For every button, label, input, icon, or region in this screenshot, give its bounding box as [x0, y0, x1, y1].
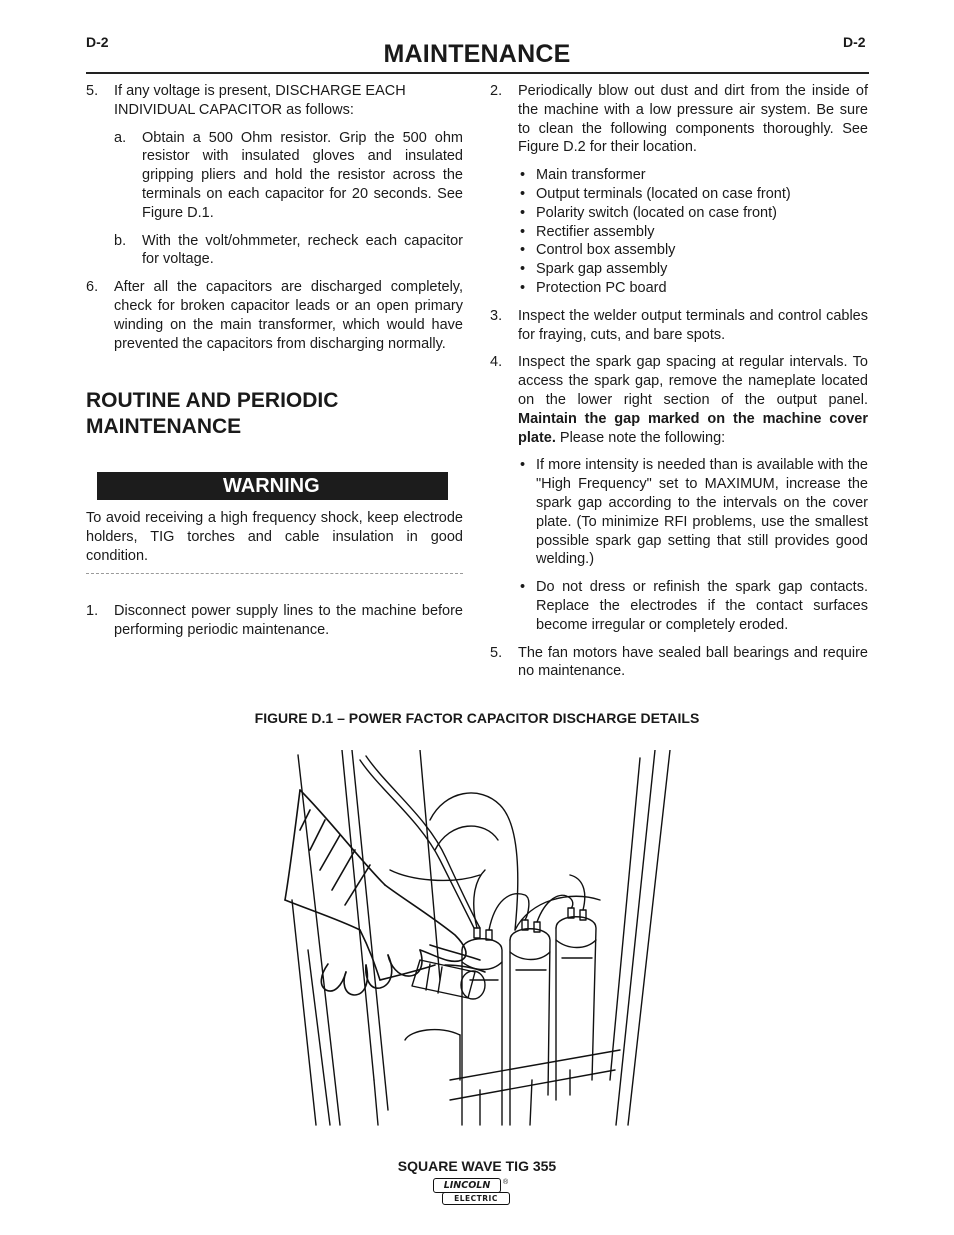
bullet: • [520, 261, 526, 278]
step-number: 5. [86, 83, 99, 99]
list-item [490, 456, 868, 569]
step-text [518, 353, 868, 447]
list-item [490, 260, 868, 279]
product-name: SQUARE WAVE TIG 355 [397, 1158, 557, 1174]
step-text: Disconnect power supply lines to the machine before performing periodic maintenance. [114, 602, 463, 638]
substep-b [86, 232, 463, 270]
list-item-text: Spark gap assembly [536, 261, 668, 278]
step-3-inspect-terminals [490, 307, 868, 345]
step-number: 3. [490, 307, 503, 324]
step-2-blow-out-dust [490, 82, 868, 157]
step-number: 2. [490, 83, 503, 99]
lincoln-electric-logo [433, 1178, 511, 1206]
step-5-fan-motors [490, 644, 868, 682]
substep-letter: b. [114, 232, 127, 249]
spark-gap-notes [490, 456, 868, 634]
capacitor-terminals [360, 756, 586, 940]
substep-text: Obtain a 500 Ohm resistor. Grip the 500 ohm resistor with insulated gloves and insulated gripping pliers and hold the resistor across the terminals on each capacitor for 20 seconds. See Figure D.1. [142, 129, 463, 221]
list-item-text: Output terminals (located on case front) [536, 185, 791, 202]
step-text-intro: Inspect the spark gap spacing at regular intervals. To access the spark gap, remove the nameplate located on the lower right section of the output panel. [518, 354, 868, 408]
gloved-hand [285, 790, 485, 995]
left-column [86, 80, 463, 639]
list-item-text: Do not dress or refinish the spark gap contacts. Replace the electrodes if the contact surfaces become irregular or completely eroded. [536, 579, 868, 633]
step-number: 5. [490, 644, 503, 661]
step-number: 1. [86, 602, 99, 619]
bullet: • [520, 185, 526, 202]
substep-text: With the volt/ohmmeter, recheck each capacitor for voltage. [142, 232, 463, 268]
list-item [490, 241, 868, 260]
list-item-text: Protection PC board [536, 279, 667, 296]
step-5-discharge [86, 82, 463, 120]
logo-top-text: LINCOLN [433, 1178, 501, 1193]
bullet: • [520, 242, 526, 259]
capacitor-discharge-illustration [270, 750, 690, 1130]
step-text: The fan motors have sealed ball bearings and require no maintenance. [518, 644, 868, 680]
right-column [490, 80, 868, 681]
transformer [390, 793, 600, 1080]
bullet: • [520, 167, 526, 184]
figure-caption: FIGURE D.1 – POWER FACTOR CAPACITOR DISCHARGE DETAILS [254, 710, 700, 726]
logo-bottom-text: ELECTRIC [442, 1192, 510, 1205]
step-text: If any voltage is present, DISCHARGE EACH INDIVIDUAL CAPACITOR as follows: [114, 83, 406, 118]
list-item [490, 185, 868, 204]
list-item [490, 578, 868, 634]
cabinet-frame [292, 750, 670, 1125]
registered-mark: ® [503, 1179, 509, 1186]
step-number: 6. [86, 279, 99, 296]
list-item [490, 204, 868, 223]
section-heading-line-2: MAINTENANCE [86, 415, 242, 439]
list-item [490, 166, 868, 185]
step-number: 4. [490, 354, 503, 371]
page-number-left: D-2 [86, 34, 109, 50]
step-text: After all the capacitors are discharged completely, check for broken capacitor leads or an open primary winding on the main transformer, which would have prevented the capacitors from discharging normally. [114, 279, 463, 352]
list-item-text: Polarity switch (located on case front) [536, 204, 777, 221]
step-4-inspect-spark-gap [490, 353, 868, 447]
list-item-text: Main transformer [536, 167, 646, 184]
list-item [490, 223, 868, 242]
step-text-emphasis: Maintain the gap marked on the machine cover plate. [518, 410, 868, 446]
substep-a [86, 129, 463, 223]
list-item-text: Control box assembly [536, 242, 676, 259]
step-text: Periodically blow out dust and dirt from the inside of the machine with a low pressure air system. Be sure to clean the following components thoroughly. See Figure D.2 for their location. [518, 83, 868, 156]
bullet: • [520, 204, 526, 221]
substep-letter: a. [114, 129, 127, 146]
warning-banner: WARNING [97, 472, 448, 500]
page-title: MAINTENANCE [383, 40, 571, 68]
step-text-outro: Please note the following: [559, 429, 726, 446]
list-item-text: If more intensity is needed than is available with the "High Frequency" set to MAXIMUM, increase the spark gap according to the intervals on the cover plate. (To minimize RFI problems, use the smallest possible spark gap setting that still provides good welding.) [536, 457, 868, 568]
step-text: Inspect the welder output terminals and control cables for fraying, cuts, and bare spots. [518, 307, 868, 343]
bullet: • [520, 579, 526, 596]
list-item-text: Rectifier assembly [536, 223, 655, 240]
component-list [490, 166, 868, 298]
step-1-disconnect [86, 602, 463, 640]
bullet: • [520, 279, 526, 296]
list-item [490, 279, 868, 298]
warning-divider [86, 573, 463, 574]
section-heading-line-1: ROUTINE AND PERIODIC [86, 389, 339, 413]
section-heading [86, 388, 463, 440]
header-rule [86, 72, 869, 74]
step-6-check-leads [86, 278, 463, 353]
warning-text: To avoid receiving a high frequency shock, keep electrode holders, TIG torches and cable insulation in good condition. [86, 510, 463, 564]
capacitor-bank [450, 917, 620, 1125]
bullet: • [520, 223, 526, 240]
page-number-right: D-2 [843, 34, 866, 50]
bullet: • [520, 457, 526, 474]
